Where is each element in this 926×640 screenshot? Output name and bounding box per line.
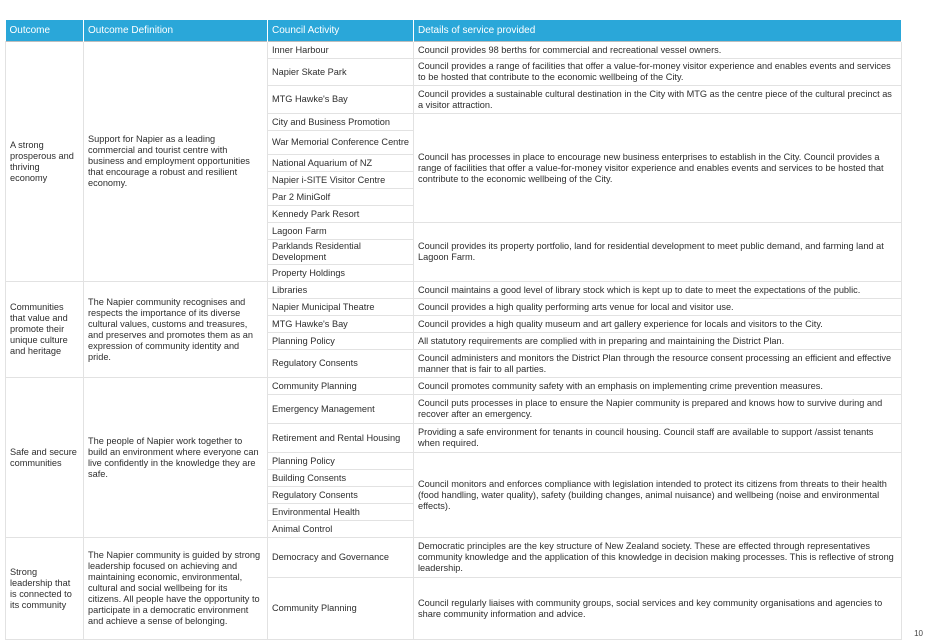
service-detail-cell: Council administers and monitors the District Plan through the resource consent processing an efficient and effective manner that is fair to all parties. [414,350,902,378]
council-activity-cell: Lagoon Farm [268,223,414,240]
service-detail-cell: Council provides 98 berths for commercial and recreational vessel owners. [414,42,902,59]
council-activity-cell: MTG Hawke's Bay [268,316,414,333]
outcome-cell: Communities that value and promote their unique culture and heritage [6,282,84,378]
council-activity-cell: MTG Hawke's Bay [268,86,414,114]
council-activity-cell: Napier Municipal Theatre [268,299,414,316]
council-activity-cell: War Memorial Conference Centre [268,131,414,155]
service-detail-cell: Council maintains a good level of library stock which is kept up to date to meet the expectations of the public. [414,282,902,299]
council-activity-cell: Retirement and Rental Housing [268,424,414,453]
service-detail-cell: Council provides its property portfolio, land for residential development to meet public demand, and farming land at Lagoon Farm. [414,223,902,282]
header-outcome-definition: Outcome Definition [84,20,268,42]
service-detail-cell: Council has processes in place to encourage new business enterprises to establish in the City. Council provides a range of facilities that offer a value-for-money visitor experience and enables events and services to be hosted that contribute to the economic wellbeing of the City. [414,114,902,223]
outcome-definition-cell: Support for Napier as a leading commercial and tourist centre with business and employment opportunities that encourage a robust and resilient economy. [84,42,268,282]
council-activity-cell: Animal Control [268,521,414,538]
outcome-definition-cell: The Napier community recognises and respects the importance of its diverse cultural values, customs and treasures, and preserves and promotes them as an expression of community identity and pride. [84,282,268,378]
outcome-definition-cell: The people of Napier work together to build an environment where everyone can live confidently in the knowledge they are safe. [84,378,268,538]
council-activity-cell: Libraries [268,282,414,299]
council-activity-cell: Inner Harbour [268,42,414,59]
service-detail-cell: Council provides a high quality performing arts venue for local and visitor use. [414,299,902,316]
council-activity-cell: Kennedy Park Resort [268,206,414,223]
council-activity-cell: Napier Skate Park [268,59,414,86]
header-details-of-service: Details of service provided [414,20,902,42]
council-activity-cell: Building Consents [268,470,414,487]
service-detail-cell: Council provides a range of facilities that offer a value-for-money visitor experience and enables events and services to be hosted that contribute to the economic wellbeing of the City. [414,59,902,86]
council-activity-cell: Regulatory Consents [268,350,414,378]
outcomes-table [5,20,902,640]
table-header-row [6,20,902,42]
council-activity-cell: Par 2 MiniGolf [268,189,414,206]
outcome-cell: A strong prosperous and thriving economy [6,42,84,282]
table-row [6,282,902,299]
service-detail-cell: Democratic principles are the key structure of New Zealand society. These are effected through representatives community knowledge and the application of this knowledge in decision making processes. This is reflective of strong leadership. [414,538,902,578]
council-activity-cell: Environmental Health [268,504,414,521]
service-detail-cell: Council regularly liaises with community groups, social services and key community organisations and agencies to share community information and advice. [414,578,902,640]
council-activity-cell: City and Business Promotion [268,114,414,131]
service-detail-cell: Council provides a high quality museum and art gallery experience for locals and visitors to the City. [414,316,902,333]
service-detail-cell: Council puts processes in place to ensure the Napier community is prepared and knows how to survive during and recover after an emergency. [414,395,902,424]
outcome-cell: Safe and secure communities [6,378,84,538]
table-row [6,42,902,59]
table-row [6,538,902,578]
council-activity-cell: Community Planning [268,378,414,395]
outcome-cell: Strong leadership that is connected to its community [6,538,84,640]
council-activity-cell: Community Planning [268,578,414,640]
council-activity-cell: Democracy and Governance [268,538,414,578]
council-activity-cell: Napier i-SITE Visitor Centre [268,172,414,189]
service-detail-cell: Council provides a sustainable cultural destination in the City with MTG as the centre piece of the cultural precinct as a visitor attraction. [414,86,902,114]
service-detail-cell: Providing a safe environment for tenants in council housing. Council staff are available to support /assist tenants when required. [414,424,902,453]
council-activity-cell: Planning Policy [268,453,414,470]
outcome-definition-cell: The Napier community is guided by strong leadership focused on achieving and maintaining economic, environmental, cultural and social wellbeing for its citizens. All people have the opportunity to participate in a democratic environment and achieve a sense of belonging. [84,538,268,640]
council-activity-cell: Regulatory Consents [268,487,414,504]
service-detail-cell: Council promotes community safety with an emphasis on implementing crime prevention measures. [414,378,902,395]
header-outcome: Outcome [6,20,84,42]
page-number: 10 [914,629,923,638]
council-activity-cell: Property Holdings [268,265,414,282]
council-activity-cell: National Aquarium of NZ [268,155,414,172]
council-activity-cell: Emergency Management [268,395,414,424]
council-activity-cell: Parklands Residential Development [268,240,414,265]
service-detail-cell: Council monitors and enforces compliance with legislation intended to protect its citizens from threats to their health (food handling, water quality), safety (building changes, animal nuisance) and wellbeing (noise and environmental effects). [414,453,902,538]
header-council-activity: Council Activity [268,20,414,42]
service-detail-cell: All statutory requirements are complied with in preparing and maintaining the District Plan. [414,333,902,350]
council-activity-cell: Planning Policy [268,333,414,350]
table-row [6,378,902,395]
